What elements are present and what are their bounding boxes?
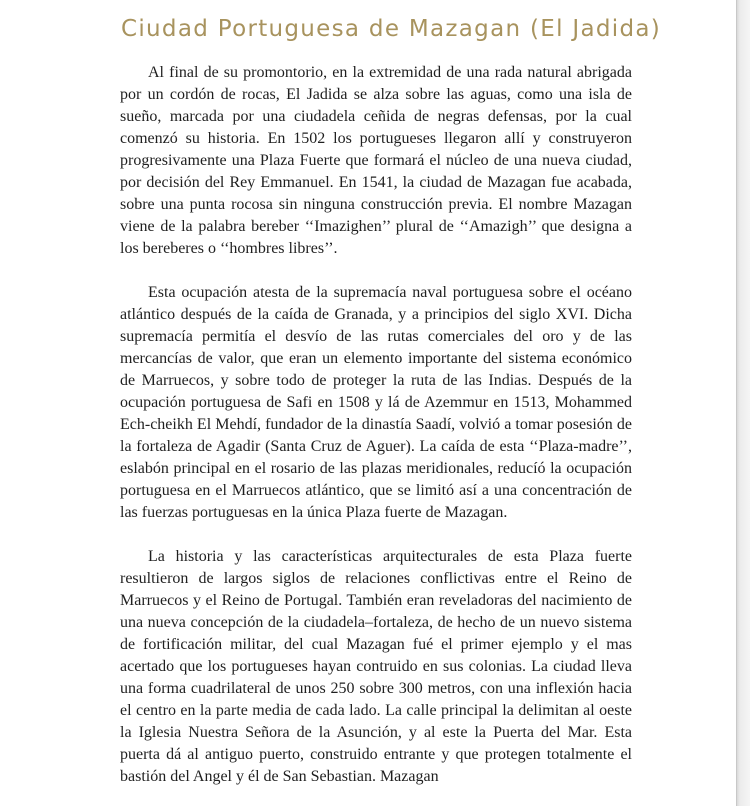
paragraph-3: La historia y las características arquitecturales de esta Plaza fuerte resultieron de largos siglos de relaciones conflictivas entre el Reino de Marruecos y el Reino de Portugal. También eran reveladoras del nacimiento de una nueva concepción de la ciudadela–fortaleza, de hecho de un nuevo sistema de fortificación militar, del cual Mazagan fué el primer ejemplo y el mas acertado que los portugueses hayan contruido en sus colonias. La ciudad lleva una forma cuadrilateral de unos 250 sobre 300 metros, con una inflexión hacia el centro en la parte media de cada lado. La calle principal la delimitan al oeste la Iglesia Nuestra Señora de la Asunción, y al este la Puerta del Mar. Esta puerta dá al antiguo puerto, construido entrante y que protegen totalmente el bastión del Angel y él de San Sebastian. Mazagan [120,548,632,785]
page-title: Ciudad Portuguesa de Mazagan (El Jadida) [121,16,662,42]
paragraph-1: Al final de su promontorio, en la extremidad de una rada natural abrigada por un cordón de rocas, El Jadida se alza sobre las aguas, como una isla de sueño, marcada por una ciudadela ceñida de negras defensas, por la cual comenzó su historia. En 1502 los portugueses llegaron allí y construyeron progresivamente una Plaza Fuerte que formará el núcleo de una nueva ciudad, por decisión del Rey Emmanuel. En 1541, la ciudad de Mazagan fue acabada, sobre una punta rocosa sin ninguna construcción previa. El nombre Mazagan viene de la palabra bereber ‘‘Imazighen’’ plural de ‘‘Amazigh’’ que designa a los bereberes o ‘‘hombres libres’’. [120,64,632,257]
body-text [120,62,632,806]
page-edge [736,0,750,806]
paragraph-2: Esta ocupación atesta de la supremacía naval portuguesa sobre el océano atlántico después de la caída de Granada, y a principios del siglo XVI. Dicha supremacía permitía el desvío de las rutas comerciales del oro y de las mercancías de valor, que eran un elemento importante del sistema económico de Marruecos, y sobre todo de proteger la ruta de las Indias. Después de la ocupación portuguesa de Safi en 1508 y lá de Azemmur en 1513, Mohammed Ech-cheikh El Mehdí, fundador de la dinastía Saadí, volvió a tomar posesión de la fortaleza de Agadir (Santa Cruz de Aguer). La caída de esta ‘‘Plaza-madre’’, eslabón principal en el rosario de las plazas meridionales, reducíó la ocupación portuguesa en el Marruecos atlántico, que se limitó así a una concentración de las fuerzas portuguesas en la única Plaza fuerte de Mazagan. [120,284,632,521]
